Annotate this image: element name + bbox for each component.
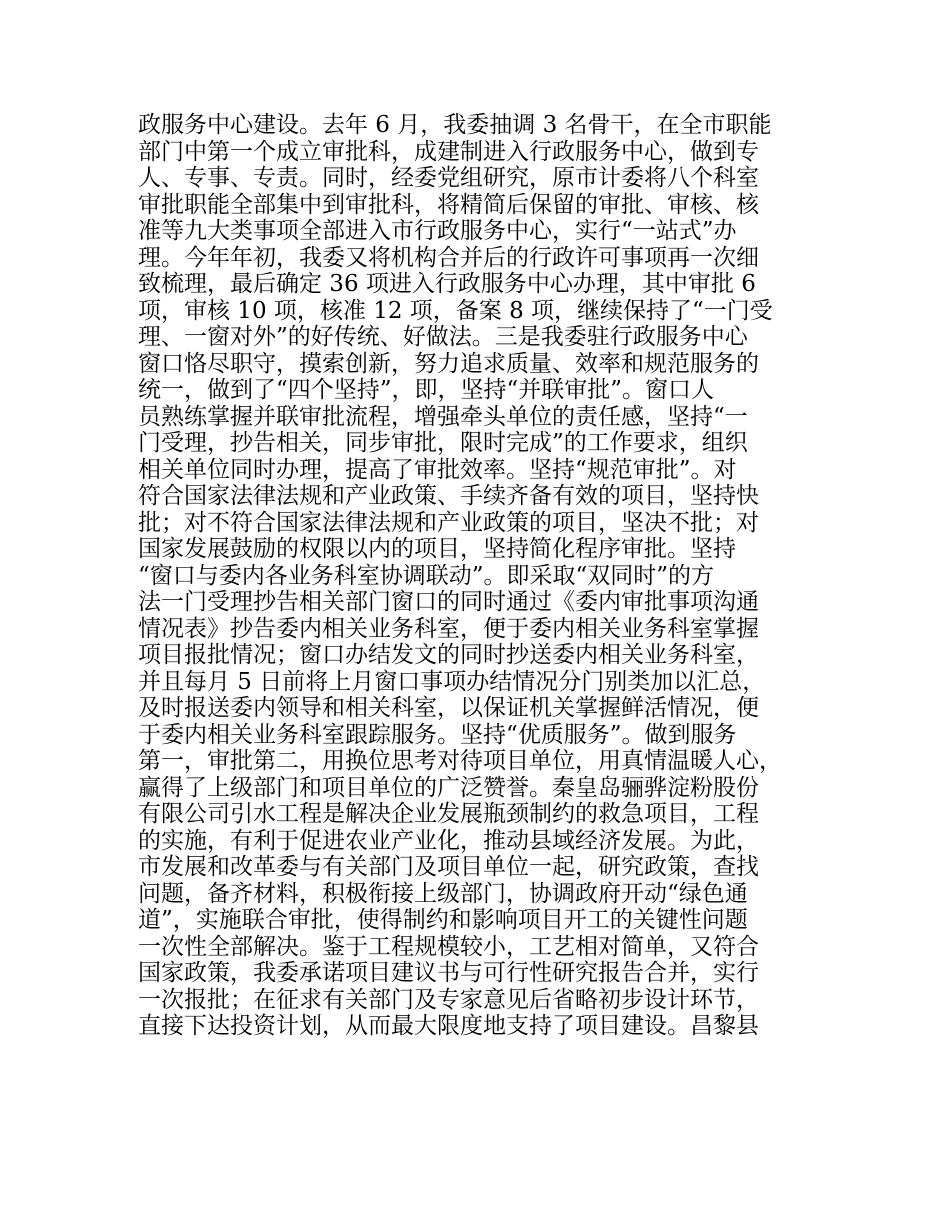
text-line: 有限公司引水工程是解决企业发展瓶颈制约的救急项目，工程 <box>138 801 759 827</box>
text-line: 道”，实施联合审批，使得制约和影响项目开工的关键性问题 <box>138 907 748 933</box>
text-line: 国家发展鼓励的权限以内的项目，坚持简化程序审批。坚持 <box>138 536 736 562</box>
text-line: 一次报批；在征求有关部门及专家意见后省略初步设计环节， <box>138 986 759 1013</box>
text-line: 市发展和改革委与有关部门及项目单位一起，研究政策，查找 <box>138 854 759 880</box>
text-line: 并且每月 5 日前将上月窗口事项办结情况分门别类加以汇总， <box>138 668 766 695</box>
text-line: 人、专事、专责。同时，经委党组研究，原市计委将八个科室 <box>138 165 759 191</box>
text-line: 相关单位同时办理，提高了审批效率。坚持“规范审批”。对 <box>138 456 737 483</box>
text-line: 部门中第一个成立审批科，成建制进入行政服务中心，做到专 <box>138 138 759 165</box>
text-line: 审批职能全部集中到审批科，将精简后保留的审批、审核、核 <box>138 191 759 218</box>
text-line: 情况表》抄告委内相关业务科室，便于委内相关业务科室掌握 <box>138 615 759 642</box>
text-line: 窗口恪尽职守，摸索创新，努力追求质量、效率和规范服务的 <box>138 350 759 377</box>
text-line: 理。今年年初，我委又将机构合并后的行政许可事项再一次细 <box>138 244 759 271</box>
text-line: 准等九大类事项全部进入市行政服务中心，实行“一站式”办 <box>138 218 737 244</box>
text-line: 批；对不符合国家法律法规和产业政策的项目，坚决不批；对 <box>138 509 759 536</box>
text-line: 的实施，有利于促进农业产业化，推动县域经济发展。为此， <box>138 827 759 854</box>
text-line: 于委内相关业务科室跟踪服务。坚持“优质服务”。做到服务 <box>138 721 737 748</box>
text-line: 政服务中心建设。去年 6 月，我委抽调 3 名骨干，在全市职能 <box>138 112 772 138</box>
text-line: 及时报送委内领导和相关科室，以保证机关掌握鲜活情况，便 <box>138 695 759 721</box>
text-line: 第一，审批第二，用换位思考对待项目单位，用真情温暖人心， <box>138 748 782 774</box>
text-line: 赢得了上级部门和项目单位的广泛赞誉。秦皇岛骊骅淀粉股份 <box>138 774 759 801</box>
text-line: 理、一窗对外”的好传统、好做法。三是我委驻行政服务中心 <box>138 324 748 350</box>
text-line: 国家政策，我委承诺项目建议书与可行性研究报告合并，实行 <box>138 960 759 986</box>
text-line: 法一门受理抄告相关部门窗口的同时通过《委内审批事项沟通 <box>138 589 759 615</box>
text-line: 致梳理，最后确定 36 项进入行政服务中心办理，其中审批 6 <box>138 271 756 297</box>
text-line: 符合国家法律法规和产业政策、手续齐备有效的项目，坚持快 <box>138 483 759 509</box>
text-line: 问题，备齐材料，积极衔接上级部门，协调政府开动“绿色通 <box>138 880 748 907</box>
text-line: 项，审核 10 项，核准 12 项，备案 8 项，继续保持了“一门受 <box>138 297 773 324</box>
text-line: 门受理，抄告相关，同步审批，限时完成”的工作要求，组织 <box>138 430 748 456</box>
text-line: 员熟练掌握并联审批流程，增强牵头单位的责任感，坚持“一 <box>138 403 748 430</box>
text-line: 直接下达投资计划，从而最大限度地支持了项目建设。昌黎县 <box>138 1013 759 1039</box>
text-line: “窗口与委内各业务科室协调联动”。即采取“双同时”的方 <box>138 562 715 589</box>
text-line: 一次性全部解决。鉴于工程规模较小，工艺相对简单，又符合 <box>138 933 759 960</box>
body-text <box>138 112 828 1040</box>
text-line: 统一，做到了“四个坚持”，即，坚持“并联审批”。窗口人 <box>138 377 715 403</box>
text-line: 项目报批情况；窗口办结发文的同时抄送委内相关业务科室， <box>138 642 759 668</box>
